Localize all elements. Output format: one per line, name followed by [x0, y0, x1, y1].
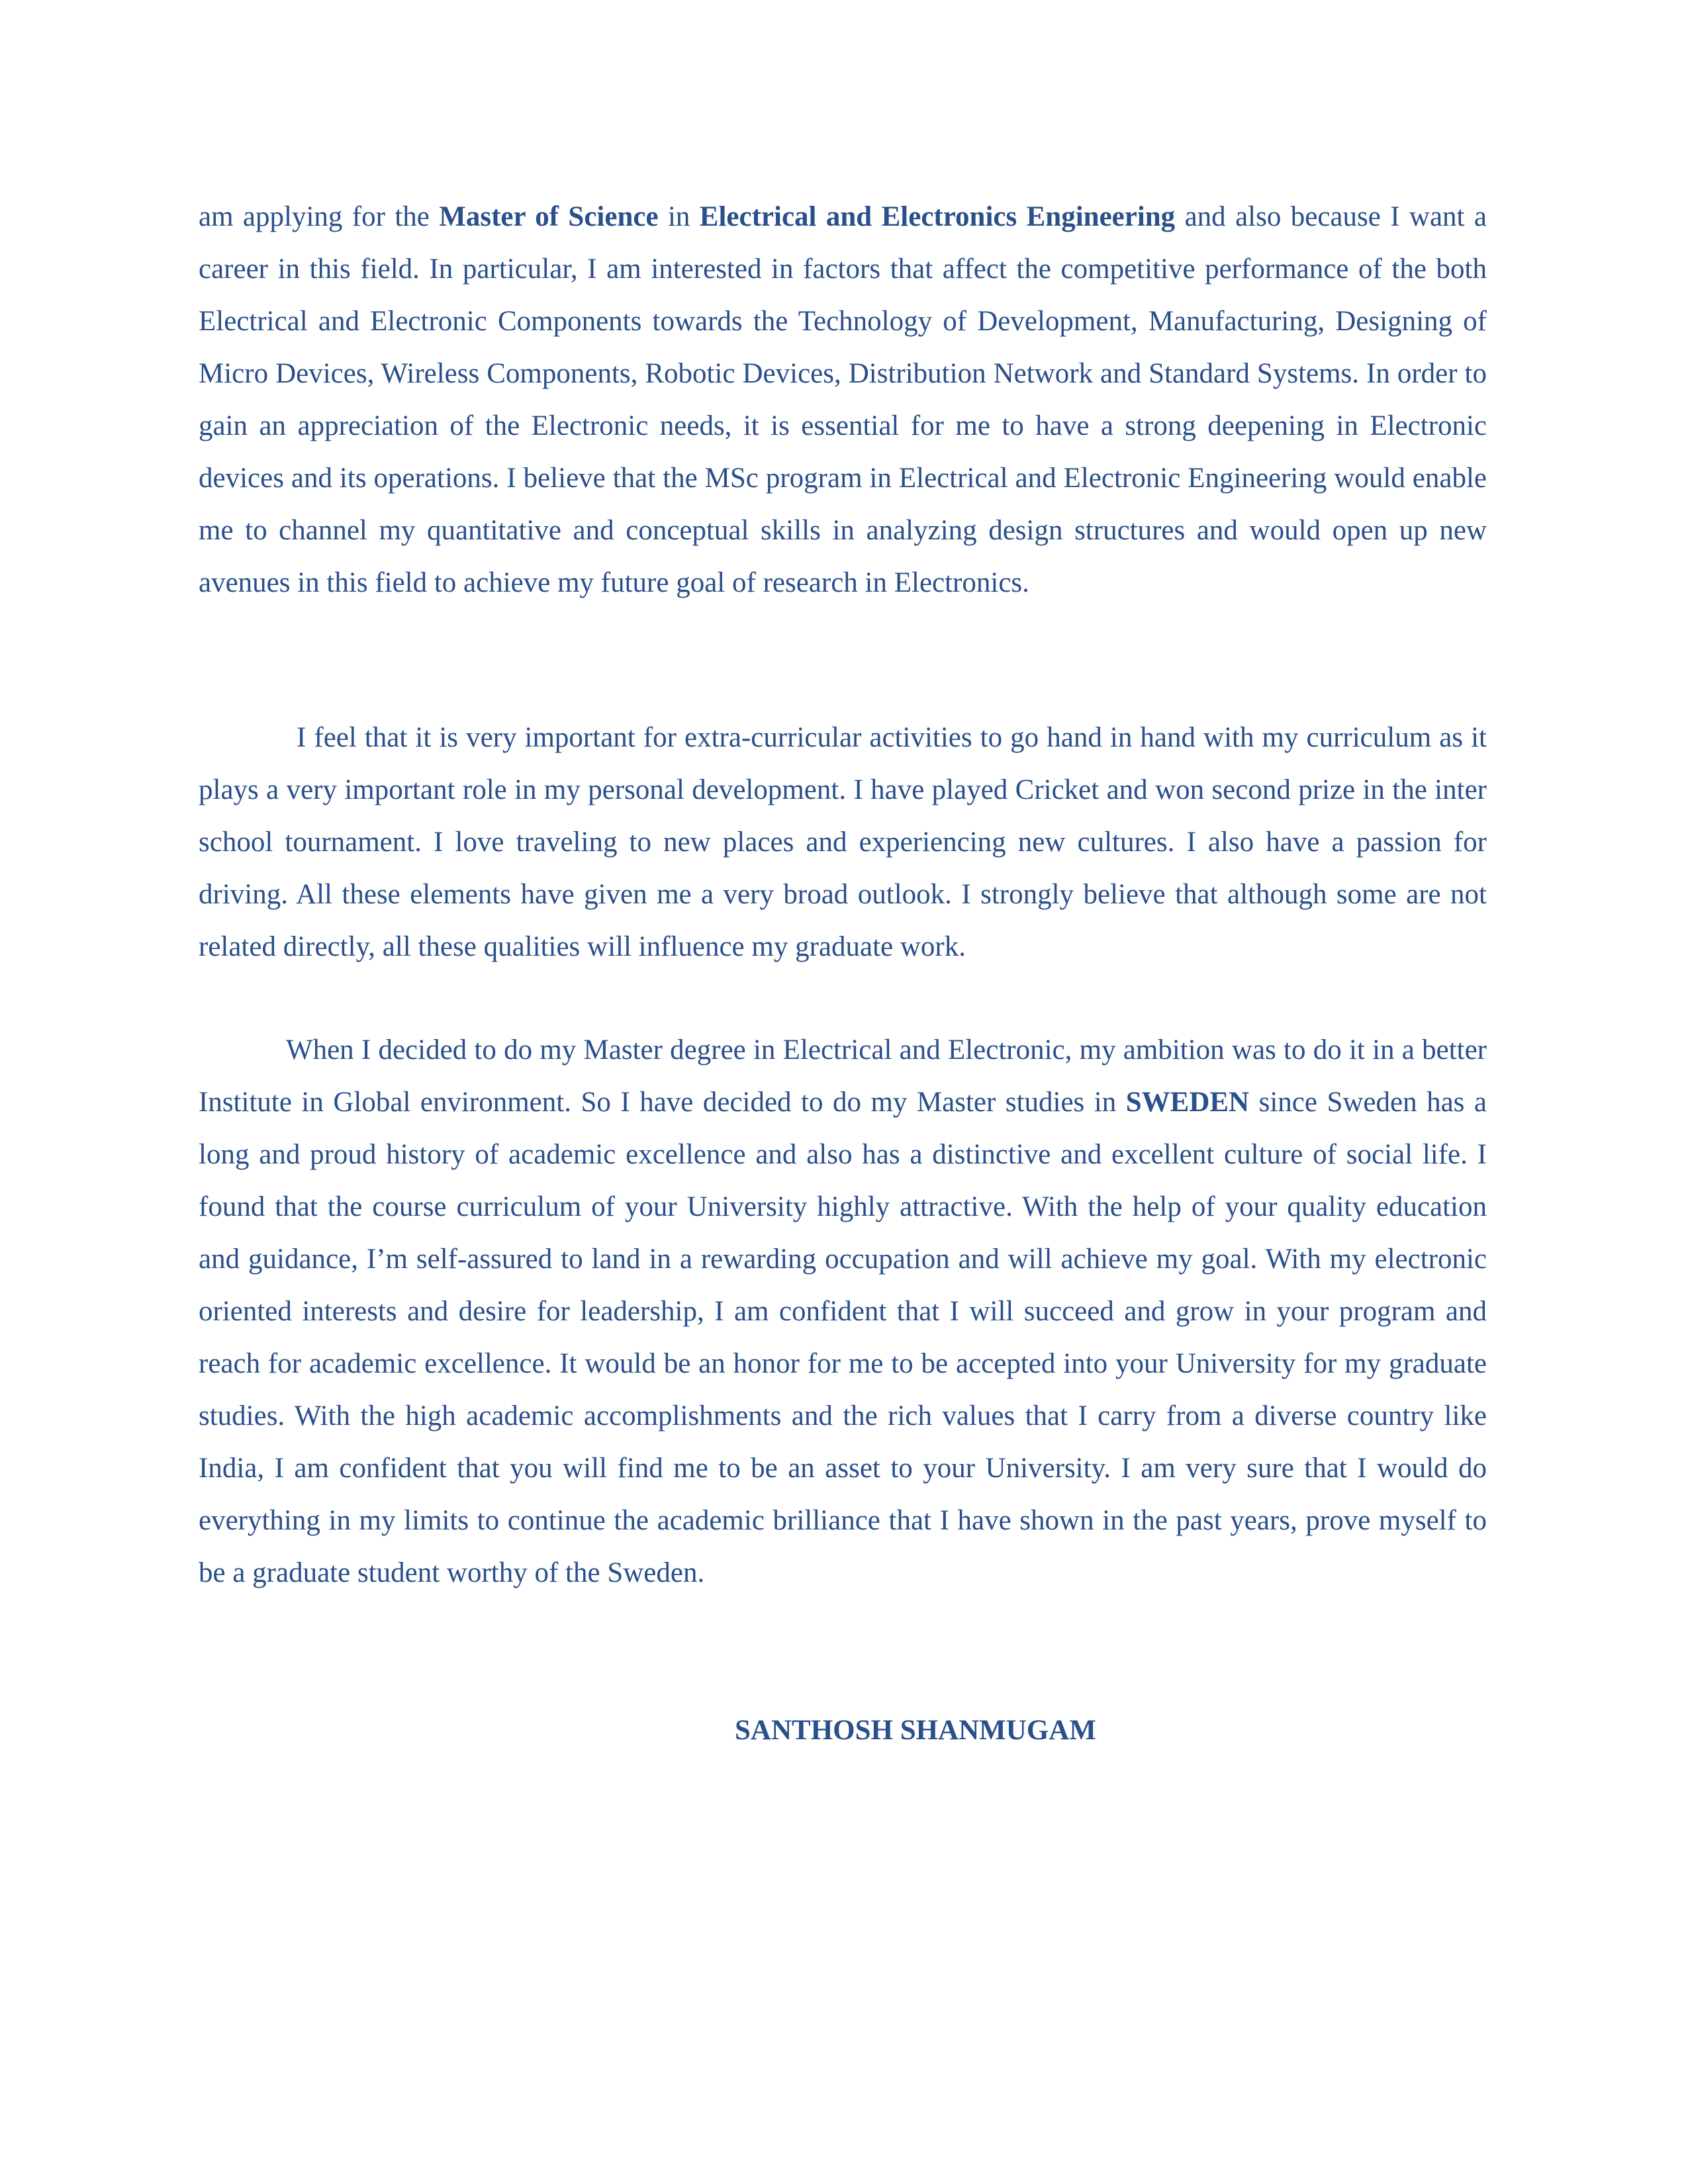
paragraph-2-text: I feel that it is very important for extra-curricular activities to go hand in hand with my curriculum as it plays a very important role in my personal development. I have played Cricket and won second prize in the inter school tournament. I love traveling to new places and experiencing new cultures. I also have a passion for driving. All these elements have given me a very broad outlook. I strongly believe that although some are not related directly, all these qualities will influence my graduate work.	[199, 722, 1487, 962]
paragraph-3-run-2: since Sweden has a long and proud history of academic excellence and also has a distinctive and excellent culture of social life. I found that the course curriculum of your University highly attractive. With the help of your quality education and guidance, I’m self-assured to land in a rewarding occupation and will achieve my goal. With my electronic oriented interests and desire for leadership, I am confident that I will succeed and grow in your program and reach for academic excellence. It would be an honor for me to be accepted into your University for my graduate studies. With the high academic accomplishments and the rich values that I carry from a diverse country like India, I am confident that you will find me to be an asset to your University. I am very sure that I would do everything in my limits to continue the academic brilliance that I have shown in the past years, prove myself to be a graduate student worthy of the Sweden.	[199, 1087, 1487, 1588]
paragraph-1-run-1: am applying for the	[199, 201, 440, 232]
country-name: SWEDEN	[1125, 1087, 1250, 1118]
signature-name: SANTHOSH SHANMUGAM	[735, 1715, 1096, 1746]
paragraph-1-text	[199, 191, 1487, 609]
paragraph-program-interest	[199, 191, 1487, 609]
paragraph-3-text	[199, 1024, 1487, 1599]
paragraph-extracurricular	[199, 711, 1487, 973]
program-name: Electrical and Electronics Engineering	[699, 201, 1176, 232]
paragraph-3-run-1: When I decided to do my Master degree in Electrical and Electronic, my ambition was to do it in a better Institute in Global environment. So I have decided to do my Master studies in	[199, 1034, 1487, 1118]
degree-name: Master of Science	[439, 201, 659, 232]
paragraph-1-run-3: and also because I want a career in this field. In particular, I am interested in factors that affect the competitive performance of the both Electrical and Electronic Components towards the Technology of Development, Manufacturing, Designing of Micro Devices, Wireless Components, Robotic Devices, Distribution Network and Standard Systems. In order to gain an appreciation of the Electronic needs, it is essential for me to have a strong deepening in Electronic devices and its operations. I believe that the MSc program in Electrical and Electronic Engineering would enable me to channel my quantitative and conceptual skills in analyzing design structures and would open up new avenues in this field to achieve my future goal of research in Electronics.	[199, 201, 1487, 598]
paragraph-sweden-motivation	[199, 1024, 1487, 1599]
paragraph-1-run-2: in	[658, 201, 700, 232]
